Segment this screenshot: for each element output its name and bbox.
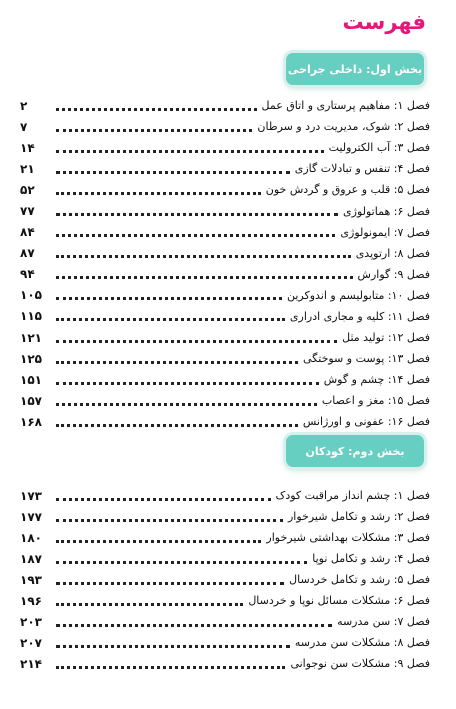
page-number: ۲ xyxy=(20,98,28,113)
chapter-label: فصل ۹: مشکلات سن نوجوانی xyxy=(290,657,430,670)
dot-leader xyxy=(56,265,353,279)
page-number: ۱۵۱ xyxy=(20,372,42,387)
page-number: ۷۷ xyxy=(20,204,35,219)
page-number: ۱۹۶ xyxy=(20,593,42,608)
toc-row[interactable] xyxy=(20,348,430,369)
page-number: ۱۰۵ xyxy=(20,288,42,303)
section-1-list xyxy=(20,95,430,433)
toc-row[interactable] xyxy=(20,179,430,200)
page-number: ۱۸۰ xyxy=(20,530,42,545)
page-number: ۱۲۵ xyxy=(20,351,42,366)
page-number: ۷ xyxy=(20,119,28,134)
dot-leader xyxy=(56,244,351,258)
page-number: ۱۸۷ xyxy=(20,551,42,566)
toc-row[interactable] xyxy=(20,285,430,306)
page-number: ۲۱ xyxy=(20,161,35,176)
toc-row[interactable] xyxy=(20,369,430,390)
chapter-label: فصل ۶: هماتولوژی xyxy=(343,204,430,218)
toc-row[interactable] xyxy=(20,116,430,137)
dot-leader xyxy=(56,371,319,385)
chapter-label: فصل ۲: رشد و تکامل شیرخوار xyxy=(287,510,430,523)
chapter-label: فصل ۳: آب الکترولیت xyxy=(328,141,430,155)
dot-leader xyxy=(56,181,261,195)
toc-row[interactable] xyxy=(20,327,430,348)
toc-row[interactable] xyxy=(20,590,430,611)
section-2-heading: بخش دوم: کودکان xyxy=(286,435,424,467)
toc-row[interactable] xyxy=(20,506,430,527)
chapter-label: فصل ۱۳: پوست و سوختگی xyxy=(303,352,430,366)
dot-leader xyxy=(56,286,282,300)
page-number: ۸۴ xyxy=(20,225,35,240)
chapter-label: فصل ۸: مشکلات سن مدرسه xyxy=(294,636,430,649)
toc-row[interactable] xyxy=(20,390,430,411)
dot-leader xyxy=(56,139,324,153)
toc-row[interactable] xyxy=(20,485,430,506)
dot-leader xyxy=(56,571,284,585)
page-number: ۱۷۳ xyxy=(20,488,42,503)
page-number: ۱۴ xyxy=(20,140,35,155)
chapter-label: فصل ۱: چشم انداز مراقبت کودک xyxy=(275,489,430,502)
toc-row[interactable] xyxy=(20,137,430,158)
section-2-list xyxy=(20,485,430,674)
chapter-label: فصل ۱۶: عفونی و اورژانس xyxy=(302,415,430,429)
chapter-label: فصل ۲: شوک، مدیریت درد و سرطان xyxy=(257,120,430,134)
toc-row[interactable] xyxy=(20,222,430,243)
page-number: ۲۰۷ xyxy=(20,635,42,650)
page-number: ۲۱۴ xyxy=(20,656,42,671)
toc-row[interactable] xyxy=(20,569,430,590)
chapter-label: فصل ۱۴: چشم و گوش xyxy=(323,373,430,387)
section-1-heading: بخش اول: داخلی جراحی xyxy=(286,53,424,85)
dot-leader xyxy=(56,413,298,427)
chapter-label: فصل ۸: ارتوپدی xyxy=(355,246,430,260)
chapter-label: فصل ۱۱: کلیه و مجاری ادراری xyxy=(289,309,430,323)
toc-row[interactable] xyxy=(20,653,430,674)
toc-row[interactable] xyxy=(20,264,430,285)
chapter-label: فصل ۶: مشکلات مسائل نوپا و خردسال xyxy=(248,594,430,607)
page-number: ۹۴ xyxy=(20,267,35,282)
dot-leader xyxy=(56,613,332,627)
page-number: ۱۶۸ xyxy=(20,414,42,429)
dot-leader xyxy=(56,487,271,501)
toc-row[interactable] xyxy=(20,527,430,548)
dot-leader xyxy=(56,508,283,522)
dot-leader xyxy=(56,160,290,174)
dot-leader xyxy=(56,550,307,564)
chapter-label: فصل ۷: ایمونولوژی xyxy=(340,225,430,239)
chapter-label: فصل ۳: مشکلات بهداشتی شیرخوار xyxy=(266,531,430,544)
chapter-label: فصل ۱۰: متابولیسم و اندوکرین xyxy=(286,288,430,302)
toc-row[interactable] xyxy=(20,611,430,632)
page-number: ۵۲ xyxy=(20,182,35,197)
dot-leader xyxy=(56,97,257,111)
dot-leader xyxy=(56,307,285,321)
page-number: ۲۰۳ xyxy=(20,614,42,629)
chapter-label: فصل ۹: گوارش xyxy=(357,267,430,281)
toc-row[interactable] xyxy=(20,243,430,264)
chapter-label: فصل ۵: قلب و عروق و گردش خون xyxy=(265,183,430,197)
dot-leader xyxy=(56,655,285,669)
dot-leader xyxy=(56,329,337,343)
page-number: ۱۱۵ xyxy=(20,309,42,324)
dot-leader xyxy=(56,392,317,406)
toc-row[interactable] xyxy=(20,200,430,221)
page-number: ۸۷ xyxy=(20,246,35,261)
chapter-label: فصل ۴: رشد و تکامل نوپا xyxy=(312,552,430,565)
chapter-label: فصل ۱۵: مغز و اعصاب xyxy=(321,394,430,408)
toc-row[interactable] xyxy=(20,306,430,327)
toc-row[interactable] xyxy=(20,411,430,432)
page-title: فهرست xyxy=(342,10,426,34)
toc-row[interactable] xyxy=(20,95,430,116)
chapter-label: فصل ۵: رشد و تکامل خردسال xyxy=(289,573,430,586)
dot-leader xyxy=(56,529,261,543)
toc-row[interactable] xyxy=(20,548,430,569)
page-number: ۱۵۷ xyxy=(20,393,42,408)
dot-leader xyxy=(56,223,335,237)
page-number: ۱۲۱ xyxy=(20,330,42,345)
toc-row[interactable] xyxy=(20,632,430,653)
chapter-label: فصل ۱۲: تولید مثل xyxy=(342,331,430,345)
chapter-label: فصل ۱: مفاهیم پرستاری و اتاق عمل xyxy=(261,99,430,113)
dot-leader xyxy=(56,118,252,132)
dot-leader xyxy=(56,592,243,606)
toc-row[interactable] xyxy=(20,158,430,179)
chapter-label: فصل ۴: تنفس و تبادلات گازی xyxy=(294,162,430,176)
page-number: ۱۷۷ xyxy=(20,509,42,524)
page-number: ۱۹۳ xyxy=(20,572,42,587)
dot-leader xyxy=(56,202,338,216)
dot-leader xyxy=(56,634,290,648)
dot-leader xyxy=(56,350,298,364)
chapter-label: فصل ۷: سن مدرسه xyxy=(337,615,430,628)
